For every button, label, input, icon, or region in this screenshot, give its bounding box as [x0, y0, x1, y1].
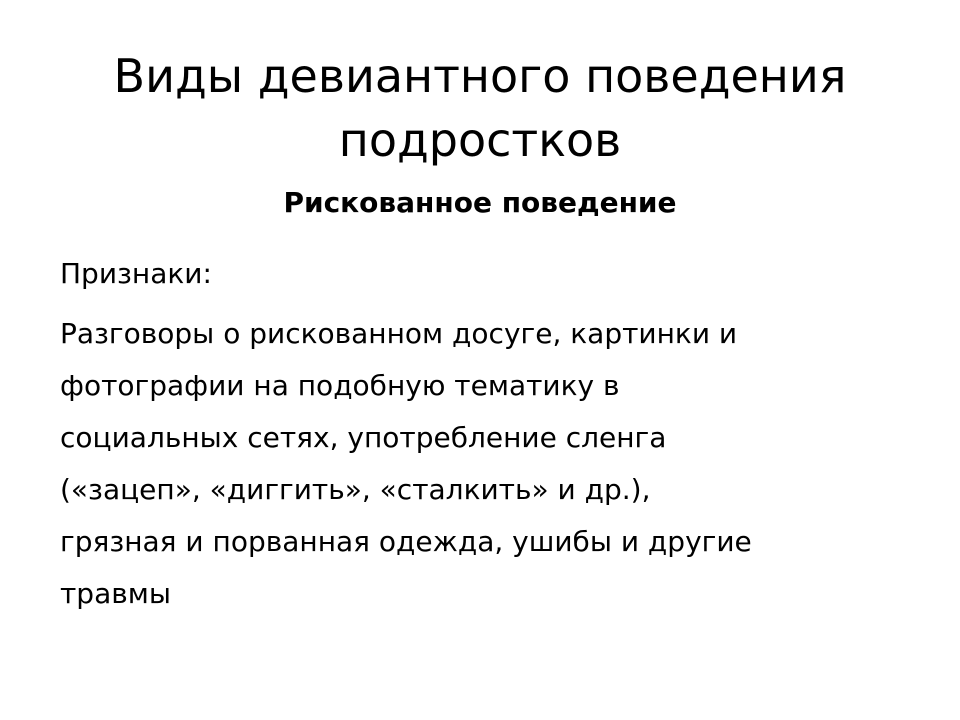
slide-content	[60, 250, 910, 620]
description-line: социальных сетях, употребление сленга	[60, 421, 667, 454]
slide-title-line-1: Виды девиантного поведения	[113, 49, 847, 103]
description-line: травмы	[60, 577, 171, 610]
slide-subtitle: Рискованное поведение	[283, 186, 677, 219]
description-line: фотографии на подобную тематику в	[60, 369, 620, 402]
slide-title-line-2: подростков	[338, 113, 622, 167]
description-line: грязная и порванная одежда, ушибы и другие	[60, 525, 752, 558]
signs-label: Признаки:	[60, 257, 212, 290]
slide-title	[40, 44, 920, 172]
signs-description	[60, 308, 910, 620]
description-line: («зацеп», «диггить», «сталкить» и др.),	[60, 473, 651, 506]
description-line: Разговоры о рискованном досуге, картинки и	[60, 317, 738, 350]
